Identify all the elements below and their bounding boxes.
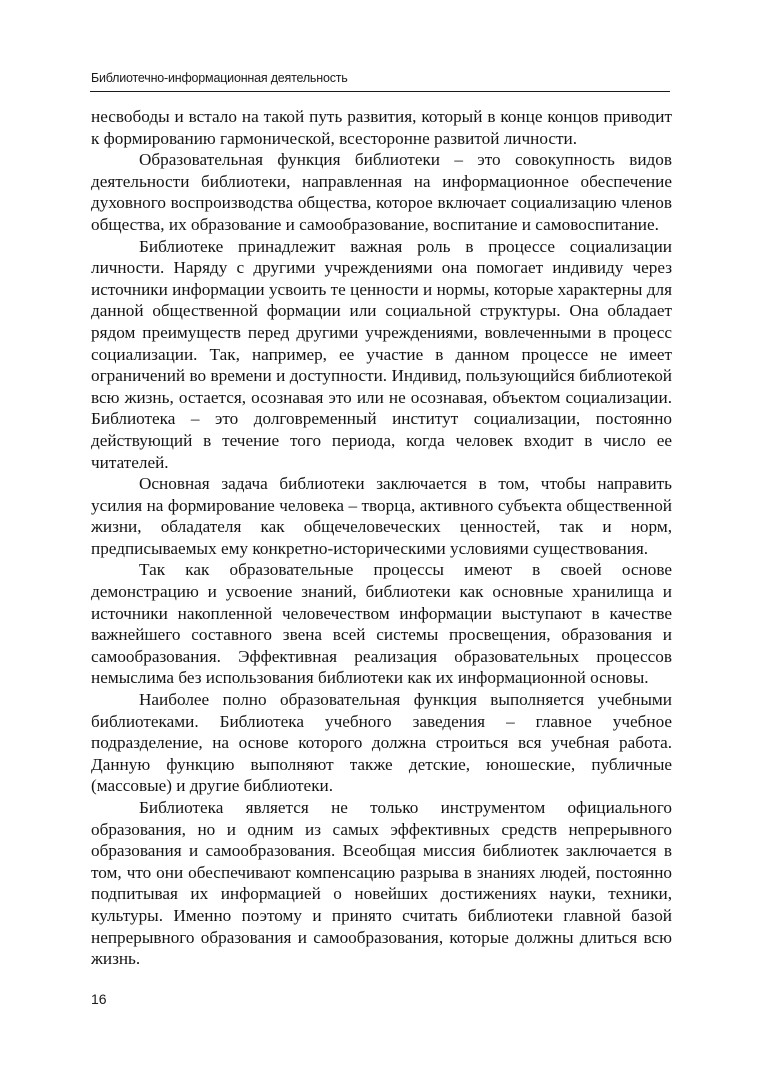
paragraph: Образовательная функция библиотеки – это совокупность видов деятельности библиотеки, направленная на информационное обеспечение духовного воспроизводства общества, которое включает социализацию членов общества, их образование и самообразование, воспитание и самовоспитание. (91, 150, 672, 234)
paragraph: Основная задача библиотеки заключается в том, чтобы направить усилия на формирование человека – творца, активного субъекта общественной жизни, обладателя как общечеловеческих ценностей, так и норм, предписываемых ему конкретно-историческими условиями существования. (91, 474, 672, 558)
header-rule (90, 91, 670, 92)
paragraph: Библиотеке принадлежит важная роль в процессе социализации личности. Наряду с другими учреждениями она помогает индивиду через источники информации усвоить те ценности и нормы, которые характерны для данной общественной формации или социальной структуры. Она обладает рядом преимуществ перед другими учреждениями, вовлеченными в процесс социализации. Так, например, ее участие в данном процессе не имеет ограничений во времени и доступности. Индивид, пользующийся библиотекой всю жизнь, остается, осознавая это или не осознавая, объектом социализации. Библиотека – это долговременный институт социализации, постоянно действующий в течение того периода, когда человек входит в число ее читателей. (91, 236, 672, 472)
paragraph-continuation: несвободы и встало на такой путь развития, который в конце концов приводит к формированию гармонической, всесторонне развитой личности. (91, 107, 672, 148)
running-header-title: Библиотечно-информационная деятельность (91, 71, 348, 85)
paragraph: Наиболее полно образовательная функция выполняется учебными библиотеками. Библиотека учебного заведения – главное учебное подразделение, на основе которого должна строиться вся учебная работа. Данную функцию выполняют также детские, юношеские, публичные (массовые) и другие библиотеки. (91, 690, 672, 796)
paragraph: Так как образовательные процессы имеют в своей основе демонстрацию и усвоение знаний, библиотеки как основные хранилища и источники накопленной человечеством информации выступают в качестве важнейшего составного звена всей системы просвещения, образования и самообразования. Эффективная реализация образовательных процессов немыслима без использования библиотеки как их информационной основы. (91, 560, 672, 688)
paragraph: Библиотека является не только инструментом официального образования, но и одним из самых эффективных средств непрерывного образования и самообразования. Всеобщая миссия библиотек заключается в том, что они обеспечивают компенсацию разрыва в знаниях людей, постоянно подпитывая их информацией о новейших достижениях науки, техники, культуры. Именно поэтому и принято считать библиотеки главной базой непрерывного образования и самообразования, которые должны длиться всю жизнь. (91, 798, 672, 969)
page-number: 16 (91, 991, 107, 1007)
body-text (91, 106, 672, 970)
